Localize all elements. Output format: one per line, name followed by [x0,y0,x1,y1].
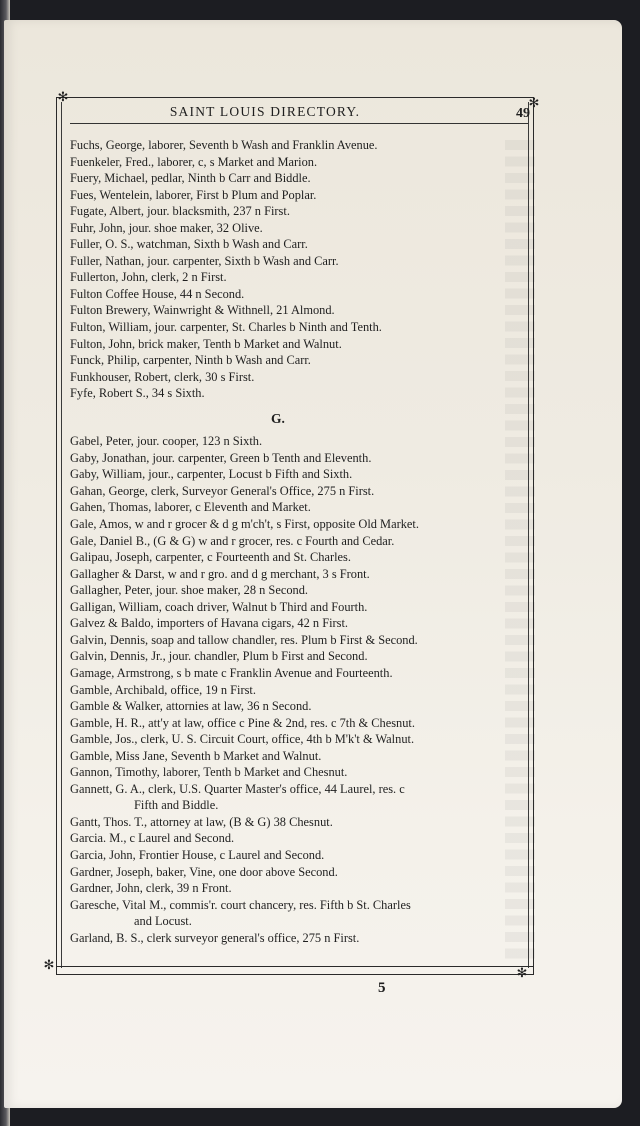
page-border-bottom-rule [56,966,534,967]
directory-entry [70,499,526,516]
entry-text: Garesche, Vital M., commis'r. court chancery, res. Fifth b St. Charles [70,897,411,912]
directory-entry [70,433,526,450]
directory-entry [70,286,526,303]
directory-entry [70,336,526,353]
entry-text: Gamage, Armstrong, s b mate c Franklin Avenue and Fourteenth. [70,665,393,680]
entry-text: Gabel, Peter, jour. cooper, 123 n Sixth. [70,434,263,449]
directory-entries [70,137,526,946]
directory-entry [70,632,526,649]
page-number: 49 [516,106,530,121]
directory-entry [70,187,526,204]
directory-entry [70,302,526,319]
entry-text: Galvin, Dennis, soap and tallow chandler, res. Plum b First & Second. [70,632,418,647]
directory-entry [70,748,526,765]
directory-entry [70,864,526,881]
entry-text: Fuenkeler, Fred., laborer, c, s Market and Marion. [70,154,318,169]
entry-text: Fulton, William, jour. carpenter, St. Charles b Ninth and Tenth. [70,320,382,335]
entry-text: Gardner, John, clerk, 39 n Front. [70,881,232,896]
entry-text: Gamble & Walker, attornies at law, 36 n Second. [70,699,312,714]
directory-entry [70,319,526,336]
directory-entry [70,466,526,483]
directory-entry [70,715,526,732]
entry-text: Fuchs, George, laborer, Seventh b Wash and Franklin Avenue. [70,138,378,152]
entry-text: Galvin, Dennis, Jr., jour. chandler, Plum b First and Second. [70,649,368,664]
directory-entry [70,698,526,715]
directory-entry [70,814,526,831]
directory-entry [70,203,526,220]
entry-text: Gallagher, Peter, jour. shoe maker, 28 n Second. [70,583,308,598]
entry-text: Gahan, George, clerk, Surveyor General's Office, 275 n First. [70,483,375,498]
directory-entry [70,880,526,897]
entry-text: Galvez & Baldo, importers of Havana cigars, 42 n First. [70,616,349,631]
directory-entry [70,682,526,699]
directory-entry [70,781,526,814]
directory-entry [70,154,526,171]
entry-text: Gannett, G. A., clerk, U.S. Quarter Master's office, 44 Laurel, res. c [70,781,405,796]
directory-entry [70,665,526,682]
entry-text: Garland, B. S., clerk surveyor general's office, 275 n First. [70,930,360,945]
directory-entry [70,599,526,616]
entry-text: Fuhr, John, jour. shoe maker, 32 Olive. [70,220,263,235]
entry-text: Gahen, Thomas, laborer, c Eleventh and Market. [70,500,311,515]
directory-entry [70,549,526,566]
directory-entry [70,253,526,270]
entry-text: Garcia, John, Frontier House, c Laurel and Second. [70,847,325,862]
entry-continuation: and Locust. [134,914,192,929]
directory-entry [70,516,526,533]
directory-entry [70,269,526,286]
directory-entry [70,897,526,930]
running-header [70,104,530,124]
directory-entry [70,615,526,632]
directory-entry [70,170,526,187]
directory-entry [70,830,526,847]
directory-entry [70,648,526,665]
entry-text: Gamble, Miss Jane, Seventh b Market and Walnut. [70,748,322,763]
entry-text: Garcia. M., c Laurel and Second. [70,831,235,846]
directory-entry [70,533,526,550]
page-title: SAINT LOUIS DIRECTORY. [169,104,361,119]
entry-text: Gale, Daniel B., (G & G) w and r grocer, res. c Fourth and Cedar. [70,533,395,548]
entry-continuation: Fifth and Biddle. [134,798,219,813]
header-rule [70,123,528,124]
entry-text: Funck, Philip, carpenter, Ninth b Wash and Carr. [70,353,311,368]
entry-text: Gaby, Jonathan, jour. carpenter, Green b Tenth and Eleventh. [70,450,372,465]
directory-entry [70,352,526,369]
entry-text: Fues, Wentelein, laborer, First b Plum and Poplar. [70,187,317,202]
entry-text: Gamble, H. R., att'y at law, office c Pine & 2nd, res. c 7th & Chesnut. [70,715,415,730]
entry-text: Galligan, William, coach driver, Walnut b Third and Fourth. [70,599,368,614]
entry-text: Funkhouser, Robert, clerk, 30 s First. [70,369,255,384]
directory-entry [70,385,526,402]
entry-text: Fullerton, John, clerk, 2 n First. [70,270,227,285]
corner-ornament-icon: ✻ [528,96,540,111]
entry-text: Gardner, Joseph, baker, Vine, one door above Second. [70,864,338,879]
entry-text: Fuller, Nathan, jour. carpenter, Sixth b Wash and Carr. [70,253,339,268]
entry-text: Gallagher & Darst, w and r gro. and d g merchant, 3 s Front. [70,566,370,581]
corner-ornament-icon: ✻ [57,90,69,105]
entry-text: Fugate, Albert, jour. blacksmith, 237 n First. [70,204,290,219]
signature-mark: 5 [378,980,386,996]
directory-entry [70,847,526,864]
corner-ornament-icon: ✻ [516,966,528,981]
entry-text: Fulton Brewery, Wainwright & Withnell, 21 Almond. [70,303,335,318]
entry-text: Fulton Coffee House, 44 n Second. [70,286,245,301]
entry-text: Fyfe, Robert S., 34 s Sixth. [70,386,205,401]
corner-ornament-icon: ✻ [43,958,55,973]
entry-text: Gannon, Timothy, laborer, Tenth b Market and Chesnut. [70,765,348,780]
entry-text: Gale, Amos, w and r grocer & d g m'ch't, s First, opposite Old Market. [70,517,419,532]
section-letter: G. [271,410,285,426]
directory-entry [70,483,526,500]
entry-text: Gaby, William, jour., carpenter, Locust b Fifth and Sixth. [70,467,353,482]
directory-entry [70,566,526,583]
directory-entry [70,369,526,386]
entry-text: Gamble, Archibald, office, 19 n First. [70,682,256,697]
directory-entry [70,137,526,154]
entry-text: Fulton, John, brick maker, Tenth b Market and Walnut. [70,336,342,351]
directory-entry [70,220,526,237]
directory-entry [70,764,526,781]
directory-entry [70,930,526,947]
entry-text: Fuery, Michael, pedlar, Ninth b Carr and Biddle. [70,171,311,186]
directory-entry [70,236,526,253]
entry-text: Galipau, Joseph, carpenter, c Fourteenth and St. Charles. [70,550,351,565]
entry-text: Gantt, Thos. T., attorney at law, (B & G) 38 Chesnut. [70,814,333,829]
directory-entry [70,582,526,599]
entry-text: Fuller, O. S., watchman, Sixth b Wash and Carr. [70,237,308,252]
directory-entry [70,731,526,748]
directory-entry [70,450,526,467]
entry-text: Gamble, Jos., clerk, U. S. Circuit Court, office, 4th b M'k't & Walnut. [70,732,415,747]
